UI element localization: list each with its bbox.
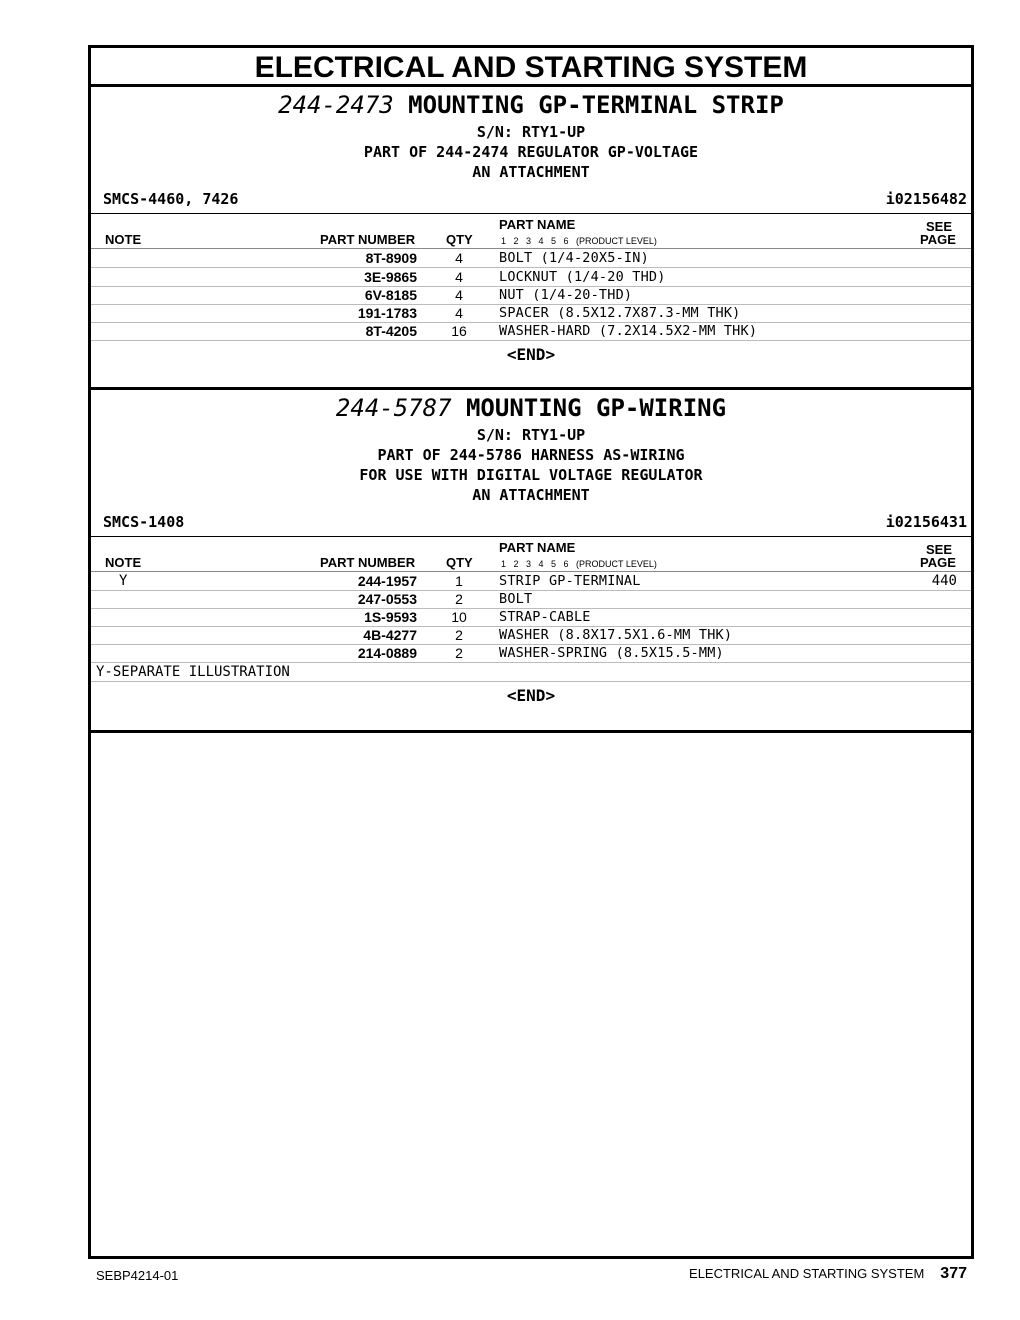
group-line: FOR USE WITH DIGITAL VOLTAGE REGULATOR — [359, 466, 703, 484]
group-line: AN ATTACHMENT — [472, 486, 590, 504]
col-note: NOTE — [105, 232, 142, 247]
col-part-number: PART NUMBER — [320, 232, 416, 247]
col-page: PAGE — [920, 232, 956, 247]
table-row: 1S-9593 10 STRAP-CABLE — [91, 608, 971, 627]
group-line: PART OF 244-2474 REGULATOR GP-VOLTAGE — [363, 143, 699, 161]
table-row: 8T-8909 4 BOLT (1/4-20X5-IN) — [91, 249, 971, 268]
smcs-code: SMCS-1408 — [103, 513, 185, 531]
col-qty: QTY — [446, 555, 473, 570]
table-row: 214-0889 2 WASHER-SPRING (8.5X15.5-MM) — [91, 644, 971, 663]
col-product-level: 1 2 3 4 5 6 (PRODUCT LEVEL) — [501, 559, 657, 569]
group-number: 244-5787 — [335, 394, 452, 422]
col-part-number: PART NUMBER — [320, 555, 416, 570]
group-line: S/N: RTY1-UP — [476, 426, 586, 444]
col-see: SEE — [926, 542, 953, 557]
footnote: Y-SEPARATE ILLUSTRATION — [96, 664, 290, 680]
group-line: PART OF 244-5786 HARNESS AS-WIRING — [377, 446, 685, 464]
table-row: 6V-8185 4 NUT (1/4-20-THD) — [91, 286, 971, 305]
page-frame — [88, 45, 974, 1259]
group-section — [91, 87, 971, 390]
group-title — [91, 91, 971, 119]
table-row: 8T-4205 16 WASHER-HARD (7.2X14.5X2-MM THK) — [91, 322, 971, 341]
table-row: 247-0553 2 BOLT — [91, 590, 971, 609]
col-see: SEE — [926, 219, 953, 234]
doc-number: SEBP4214-01 — [96, 1268, 179, 1283]
table-row: 191-1783 4 SPACER (8.5X12.7X87.3-MM THK) — [91, 304, 971, 323]
footer-section: ELECTRICAL AND STARTING SYSTEM — [689, 1266, 925, 1281]
group-name: MOUNTING GP-WIRING — [465, 394, 727, 422]
end-marker: <END> — [506, 686, 556, 705]
group-number: 244-2473 — [278, 91, 394, 119]
end-marker: <END> — [506, 345, 556, 364]
col-part-name: PART NAME — [499, 217, 576, 232]
col-part-name: PART NAME — [499, 540, 576, 555]
col-page: PAGE — [920, 555, 956, 570]
table-row: 3E-9865 4 LOCKNUT (1/4-20 THD) — [91, 268, 971, 287]
col-qty: QTY — [446, 232, 473, 247]
page-footer — [689, 1265, 967, 1283]
page-number: 377 — [940, 1265, 967, 1282]
page-header: ELECTRICAL AND STARTING SYSTEM — [91, 48, 971, 87]
table-row: Y 244-1957 1 STRIP GP-TERMINAL 440 — [91, 572, 971, 591]
group-name: MOUNTING GP-TERMINAL STRIP — [408, 91, 784, 119]
illustration-id: i02156431 — [885, 513, 967, 531]
group-section — [91, 390, 971, 733]
group-title — [91, 394, 971, 422]
group-line: AN ATTACHMENT — [472, 163, 590, 181]
illustration-id: i02156482 — [885, 190, 967, 208]
col-product-level: 1 2 3 4 5 6 (PRODUCT LEVEL) — [501, 236, 657, 246]
group-line: S/N: RTY1-UP — [476, 123, 586, 141]
divider — [91, 213, 971, 214]
divider — [91, 536, 971, 537]
table-row: 4B-4277 2 WASHER (8.8X17.5X1.6-MM THK) — [91, 626, 971, 645]
divider — [91, 681, 971, 682]
col-note: NOTE — [105, 555, 142, 570]
smcs-code: SMCS-4460, 7426 — [103, 190, 239, 208]
